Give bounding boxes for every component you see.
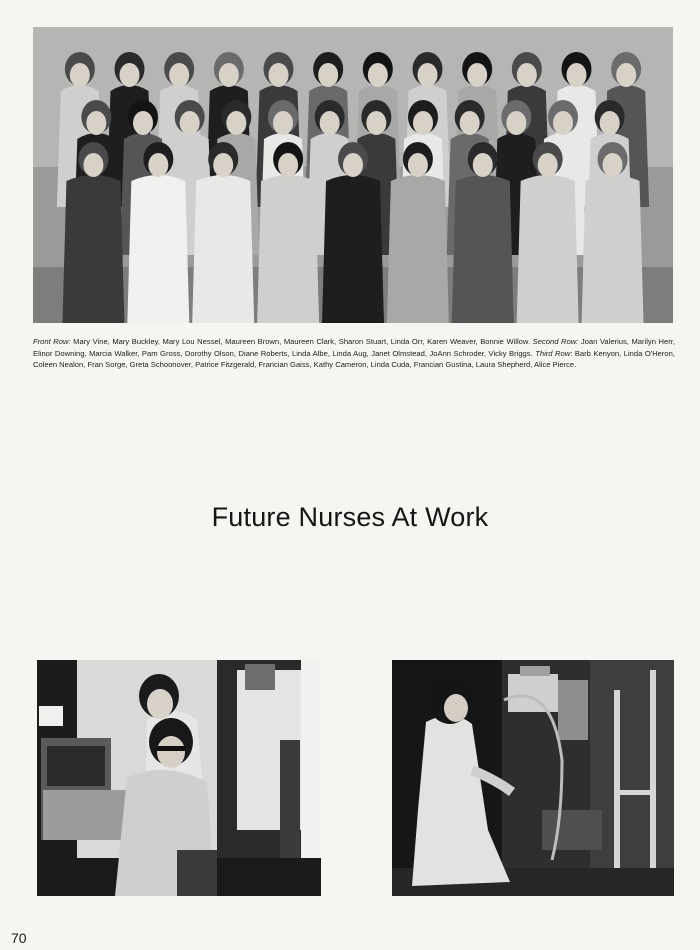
page-number: 70 (11, 930, 27, 946)
third-row-label: Third Row: (535, 348, 573, 358)
group-photo (33, 27, 673, 323)
photo-caption (33, 336, 675, 371)
front-row-names: Mary Vine, Mary Buckley, Mary Lou Nessel, Maureen Brown, Maureen Clark, Sharon Stuart, Linda Orr, Karen Weaver, Bonnie Willow. (73, 337, 531, 346)
front-row-label: Front Row: (33, 337, 71, 346)
page-headline: Future Nurses At Work (211, 502, 489, 532)
second-row-label: Second Row: (532, 337, 579, 346)
switchboard-photo (37, 660, 321, 896)
third-row-names: Barb Kenyon, Linda O'Heron, Coleen Nealon, Fran Sorge, Greta Schoonover, Patrice Fitzgerald, Francian Gaiss, Kathy Cameron, Linda Cuda, Francian Gustina, Laura Shepherd, Alice Pierce. (33, 348, 675, 370)
second-row-names: Joan Valerius, Marilyn Herr, Elinor Downing, Marcia Walker, Pam Gross, Dorothy Olson, Diane Roberts, Linda Albe, Linda Aug, Janet Olmstead, JoAnn Schroder, Vicky Briggs. (33, 337, 675, 358)
equipment-photo (392, 660, 674, 896)
